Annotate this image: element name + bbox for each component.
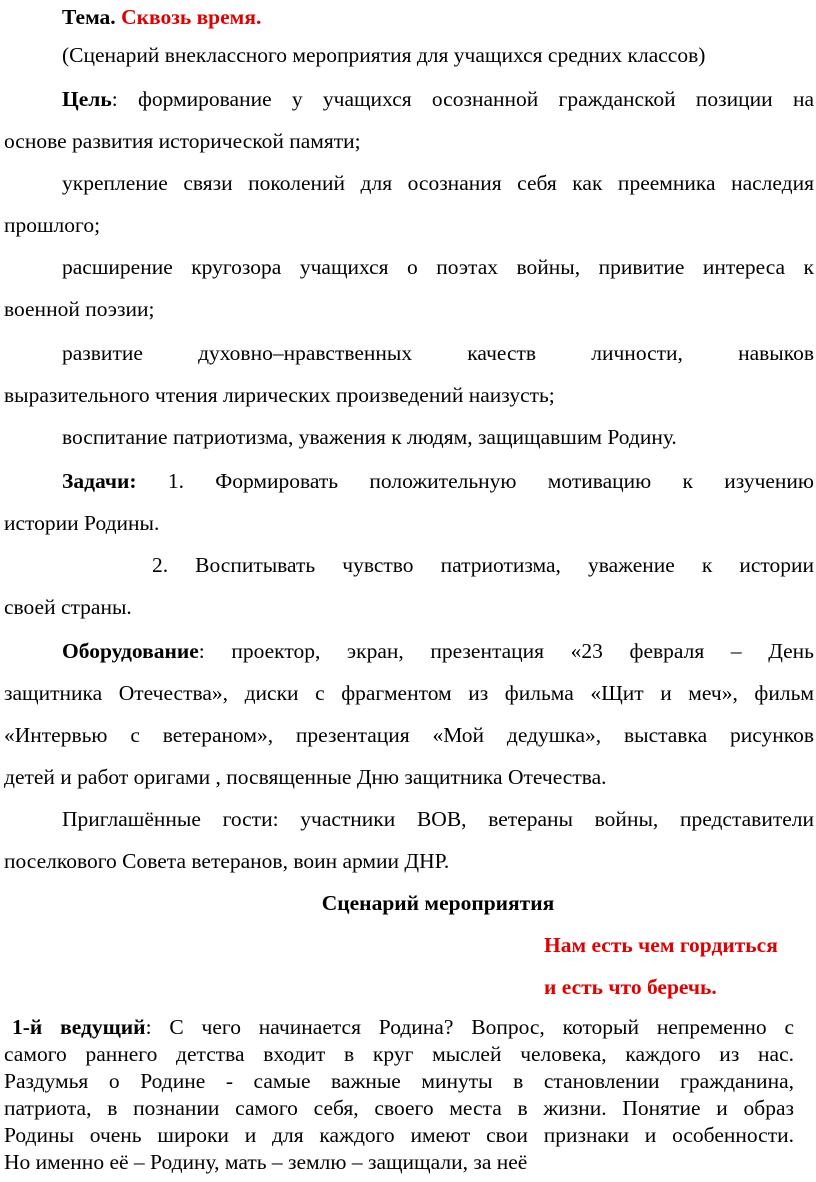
topic-value: Сквозь время. [121,5,262,29]
equipment-line-1 [62,630,814,672]
host1-text-1: : С чего начинается Родина? Вопрос, который непременно с [145,1015,794,1039]
subtitle: (Сценарий внеклассного мероприятия для учащихся средних классов) [62,43,706,67]
scenario-title: Сценарий мероприятия [321,891,555,915]
goal-line-4: прошлого; [4,213,101,237]
goal-line-1 [62,78,814,120]
goal-line-7: развитие духовно–нравственных качеств личности, навыков [62,341,814,365]
topic-label: Тема. [62,5,116,29]
topic-line [62,0,814,38]
equipment-label: Оборудование [62,639,199,663]
tasks-line-4: своей страны. [4,595,132,619]
goal-line-3: укрепление связи поколений для осознания себя как преемника наследия [62,171,814,195]
goal-line-2: основе развития исторической памяти; [4,129,361,153]
goal-line-9: воспитание патриотизма, уважения к людям, защищавшим Родину. [62,425,677,449]
tasks-text-1a: 1. Формировать положительную мотивацию к изучению [136,469,814,493]
goal-line-8: выразительного чтения лирических произведений наизусть; [4,383,555,407]
tasks-line-3: 2. Воспитывать чувство патриотизма, уважение к истории [152,553,814,577]
guests-line-1: Приглашённые гости: участники ВОВ, ветераны войны, представители [62,807,814,831]
goal-line-6: военной поэзии; [4,297,155,321]
host1-paragraph [4,1014,794,1176]
equipment-line-2: защитника Отечества», диски с фрагментом из фильма «Щит и меч», фильм [4,681,814,705]
goal-line-5: расширение кругозора учащихся о поэтах войны, привитие интереса к [62,255,814,279]
host1-line-2: самого раннего детства входит в круг мыслей человека, каждого из нас. [4,1042,794,1066]
equipment-line-3: «Интервью с ветераном», презентация «Мой дедушка», выставка рисунков [4,723,814,747]
tasks-line-1 [62,460,814,502]
host1-label: 1-й ведущий [12,1015,146,1039]
host1-line-4: патриота, в познании самого себя, своего места в жизни. Понятие и образ [4,1096,794,1120]
tasks-line-2: истории Родины. [4,511,160,535]
guests-line-2: поселкового Совета ветеранов, воин армии ДНР. [4,849,450,873]
goal-text-1a: : формирование у учащихся осознанной гражданской позиции на [111,87,814,111]
epigraph-line-1: Нам есть чем гордиться [544,933,778,957]
epigraph-line-2: и есть что беречь. [544,975,717,999]
equipment-text-1: : проектор, экран, презентация «23 февраля – День [198,639,814,663]
host1-line-3: Раздумья о Родине - самые важные минуты в становлении гражданина, [4,1069,794,1093]
host1-line-6: Но именно её – Родину, мать – землю – защищали, за неё [4,1150,528,1174]
host1-line-5: Родины очень широки и для каждого имеют свои признаки и особенности. [4,1123,794,1147]
tasks-label: Задачи: [62,469,137,493]
goal-label: Цель [62,87,112,111]
equipment-line-4: детей и работ оригами , посвященные Дню защитника Отечества. [4,765,607,789]
host1-line-1 [4,1014,794,1041]
